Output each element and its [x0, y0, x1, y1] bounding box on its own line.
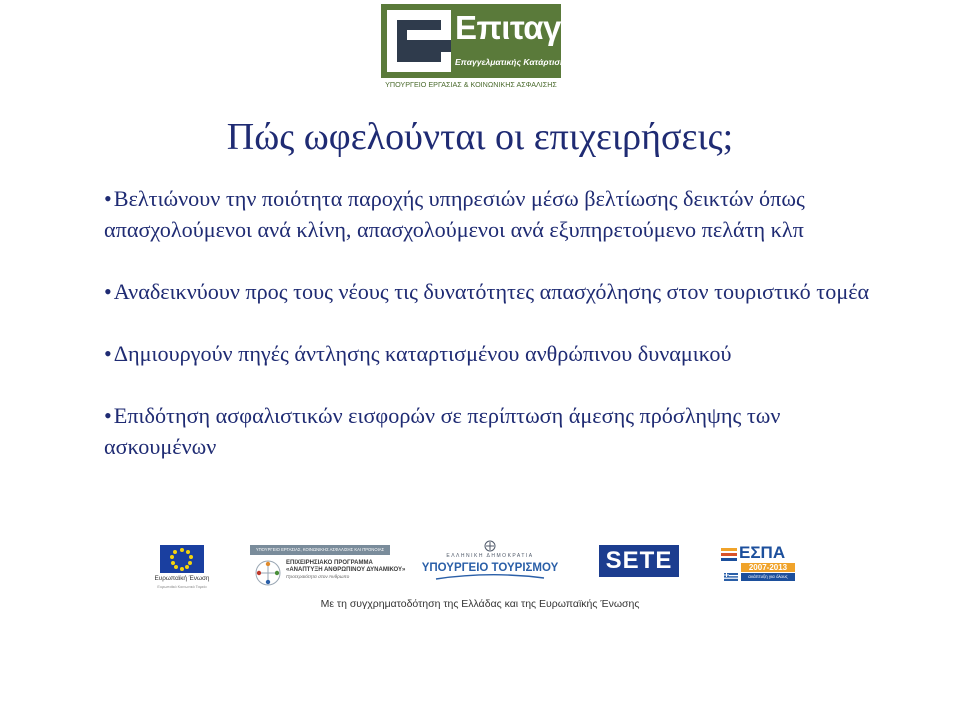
logo-word: Επιταγή — [455, 9, 581, 46]
bullet-icon: • — [104, 403, 112, 428]
bullet-icon: • — [104, 279, 112, 304]
epanad-line1: ΕΠΙΧΕΙΡΗΣΙΑΚΟ ΠΡΟΓΡΑΜΜΑ — [286, 560, 373, 566]
bullet-icon: • — [104, 186, 112, 211]
epanad-line2: «ΑΝΑΠΤΥΞΗ ΑΝΘΡΩΠΙΝΟΥ ΔΥΝΑΜΙΚΟΥ» — [286, 567, 406, 573]
bullet-text: Δημιουργούν πηγές άντλησης καταρτισμένου ανθρώπινου δυναμικού — [113, 341, 732, 366]
epitagi-logo — [381, 4, 581, 94]
eu-caption: Ευρωπαϊκή Ένωση — [154, 575, 210, 582]
bullet-text: Επιδότηση ασφαλιστικών εισφορών σε περίπτωση άμεσης πρόσληψης των ασκουμένων — [104, 403, 781, 459]
tourism-state: ΕΛΛΗΝΙΚΗ ΔΗΜΟΚΡΑΤΙΑ — [446, 553, 534, 559]
espa-motto: ανάπτυξη για όλους — [741, 573, 795, 581]
bullet-item — [104, 400, 884, 462]
eu-logo — [154, 545, 210, 591]
eu-flag-icon — [160, 545, 204, 573]
epanad-ministry-bar: ΥΠΟΥΡΓΕΙΟ ΕΡΓΑΣΙΑΣ, ΚΟΙΝΩΝΙΚΗΣ ΑΣΦΑΛΙΣΗΣ ΚΑΙ ΠΡΟΝΟΙΑΣ — [255, 547, 385, 552]
bullet-text: Βελτιώνουν την ποιότητα παροχής υπηρεσιών μέσω βελτίωσης δεικτών όπως απασχολούμενοι ανά κλίνη, απασχολούμενοι ανά εξυπηρετούμενο πελάτη κλπ — [104, 186, 805, 242]
logo-ministry: ΥΠΟΥΡΓΕΙΟ ΕΡΓΑΣΙΑΣ & ΚΟΙΝΩΝΙΚΗΣ ΑΣΦΑΛΙΣΗΣ — [385, 80, 557, 89]
bullet-list — [104, 183, 884, 462]
espa-logo — [721, 544, 797, 582]
bullet-text: Αναδεικνύουν προς τους νέους τις δυνατότητες απασχόλησης στον τουριστικό τομέα — [113, 279, 870, 304]
epanad-logo — [250, 545, 406, 589]
espa-years: 2007-2013 — [741, 563, 795, 572]
espa-word: ΕΣΠΑ — [739, 543, 786, 562]
logo-subtitle: Επαγγελματικής Κατάρτισης — [455, 57, 570, 67]
eu-caption-small: Ευρωπαϊκό Κοινωνικό Ταμείο — [157, 585, 207, 589]
cofinance-caption: Με τη συγχρηματοδότηση της Ελλάδας και της Ευρωπαϊκής Ένωσης — [320, 598, 640, 610]
bullet-item — [104, 276, 884, 307]
greek-emblem-icon — [484, 540, 496, 552]
slide-title: Πώς ωφελούνται οι επιχειρήσεις; — [226, 116, 734, 158]
bullet-item — [104, 338, 884, 369]
epanad-line3: Προτεραιότητα στον Άνθρωπο — [286, 575, 350, 580]
sete-logo — [599, 545, 679, 577]
swoosh-icon — [434, 573, 546, 581]
bullet-item — [104, 183, 884, 245]
bullet-icon: • — [104, 341, 112, 366]
sete-word: SETE — [605, 547, 673, 574]
espa-bars-icon — [721, 547, 737, 563]
tourism-ministry-logo — [410, 540, 570, 584]
human-network-icon — [254, 559, 282, 587]
tourism-ministry: ΥΠΟΥΡΓΕΙΟ ΤΟΥΡΙΣΜΟΥ — [421, 562, 559, 574]
greek-flag-icon — [724, 573, 738, 581]
